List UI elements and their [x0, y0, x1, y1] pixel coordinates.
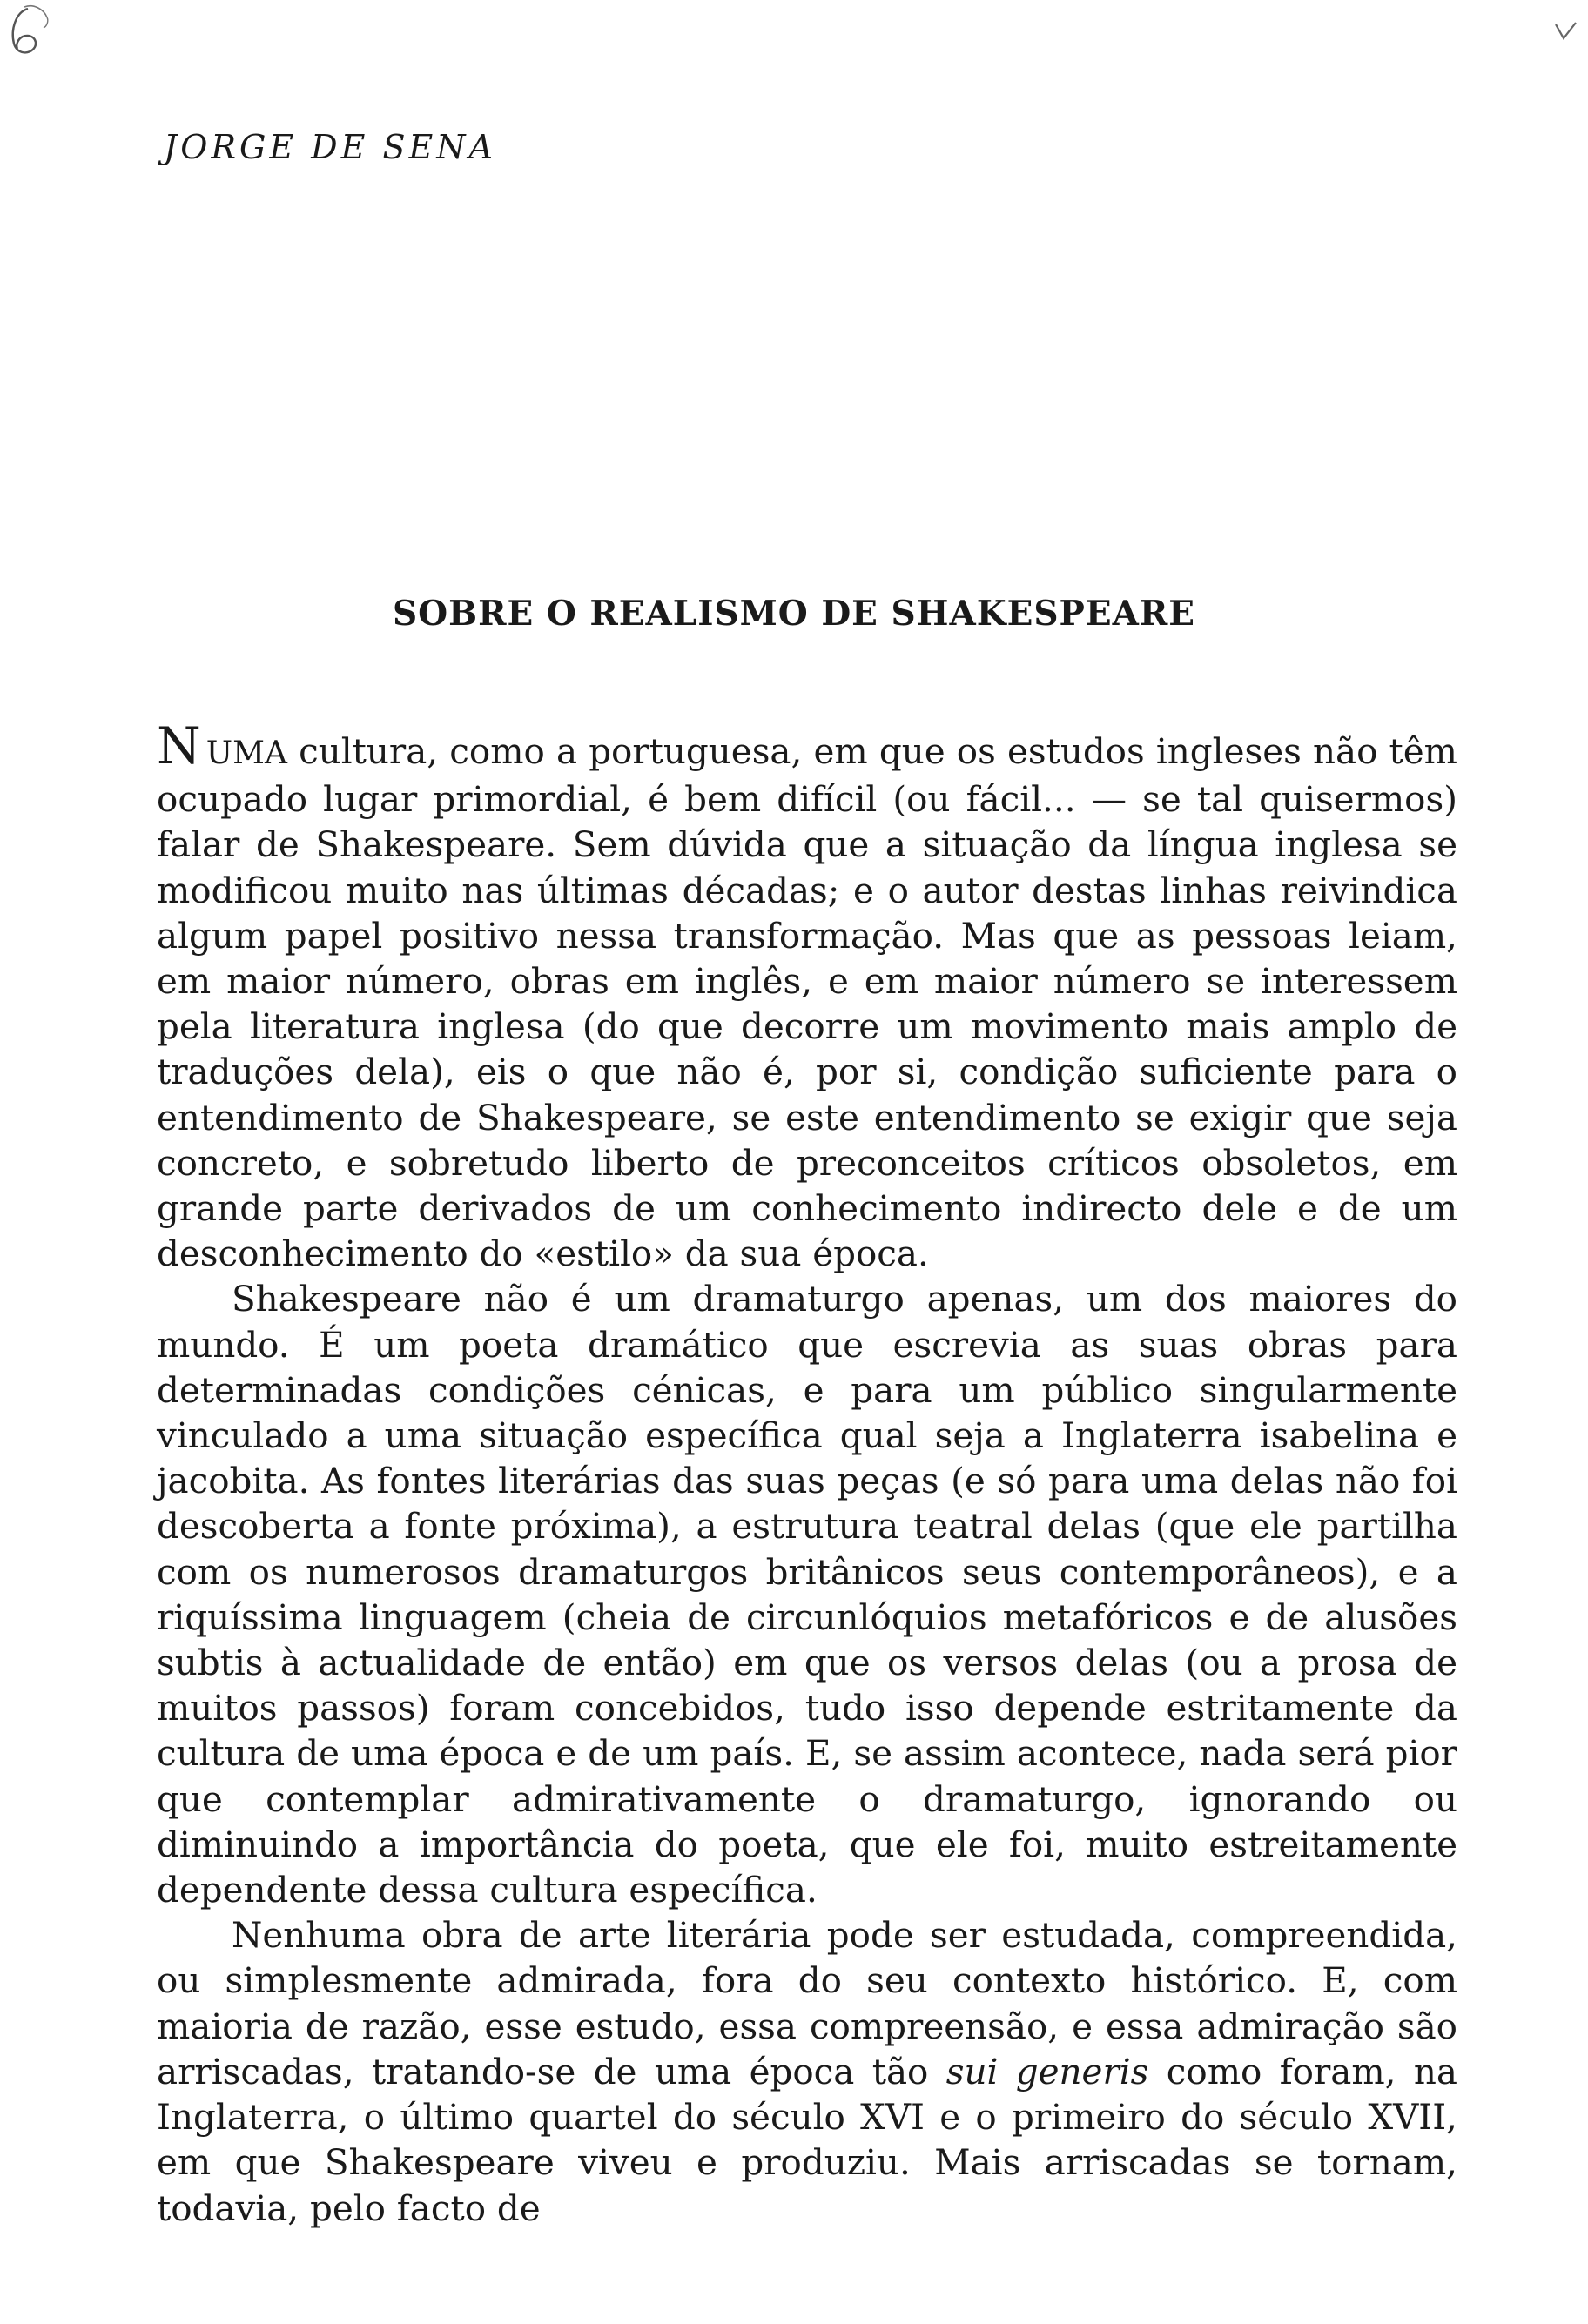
handwritten-page-number — [3, 3, 56, 64]
paragraph-text: Shakespeare não é um dramaturgo apenas, um dos maiores do mundo. É um poeta dramático que escrevia as suas obras para determinadas condições cénicas, e para um público singularmente vinculado a uma situação específica qual seja a Inglaterra isabelina e jacobita. As fontes literárias das suas peças (e só para uma delas não foi descoberta a fonte próxima), a estrutura teatral delas (que ele partilha com os numerosos dramaturgos britânicos seus contemporâneos), e a riquíssima linguagem (cheia de circunlóquios metafóricos e de alusões subtis à actualidade de então) em que os versos delas (ou a prosa de muitos passos) foram concebidos, tudo isso depende estritamente da cultura de uma época e de um país. E, se assim acontece, nada será pior que contemplar admirativamente o dramaturgo, ignorando ou diminuindo a importância do poeta, que ele foi, muito estreitamente dependente dessa cultura específica. — [157, 1278, 1457, 1911]
drop-cap: N — [157, 716, 206, 776]
article-title: SOBRE O REALISMO DE SHAKESPEARE — [393, 594, 1195, 634]
paragraph-2 — [157, 1276, 1457, 1912]
author-name: JORGE DE SENA — [164, 128, 496, 166]
article-body — [157, 716, 1457, 2231]
paragraph-lead: UMA — [205, 735, 287, 771]
check-mark-icon — [1553, 19, 1579, 42]
paragraph-text: cultura, como a portuguesa, em que os estudos ingleses não têm ocupado lugar primordial, é bem difícil (ou fácil... — se tal quisermos) falar de Shakespeare. Sem dúvida que a situação da língua inglesa se modificou muito nas últimas décadas; e o autor destas linhas reivindica algum papel positivo nessa transformação. Mas que as pessoas leiam, em maior número, obras em inglês, e em maior número se interessem pela literatura inglesa (do que decorre um movimento mais amplo de traduções dela), eis o que não é, por si, condição suficiente para o entendimento de Shakespeare, se este entendimento se exigir que seja concreto, e sobretudo liberto de preconceitos críticos obsoletos, em grande parte derivados de um conhecimento indirecto dele e de um desconhecimento do «estilo» da sua época. — [157, 730, 1457, 1275]
italic-phrase: sui generis — [945, 2050, 1149, 2092]
paragraph-text-continued: como foram, na Inglaterra, o último quartel do século XVI e o primeiro do século XVII, em que Shakespeare viveu e produziu. Mais arriscadas se tornam, todavia, pelo facto de — [157, 2050, 1457, 2229]
paragraph-text: Nenhuma obra de arte literária pode ser estudada, compreendida, ou simplesmente admirada, fora do seu contexto histórico. E, com maioria de razão, esse estudo, essa compreensão, e essa admiração são arriscadas, tratando-se de uma época tão — [157, 1914, 1457, 2092]
paragraph-3 — [157, 1912, 1457, 2230]
paragraph-1 — [157, 716, 1457, 1276]
